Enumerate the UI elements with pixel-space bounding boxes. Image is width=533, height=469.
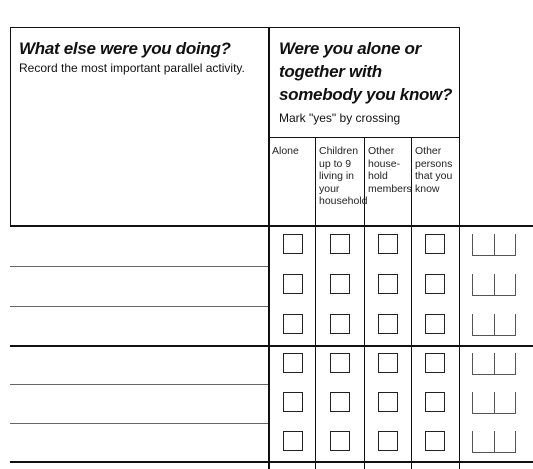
checkbox-alone[interactable]: [283, 431, 303, 451]
column-header-line: household: [319, 195, 368, 207]
code-entry-field[interactable]: [472, 431, 516, 453]
checkbox-alone[interactable]: [283, 392, 303, 412]
activity-subtitle: Record the most important parallel activity.: [19, 61, 245, 75]
column-header-line: Other: [415, 145, 442, 157]
column-header-other-persons: [415, 145, 452, 195]
column-header-household-members: [368, 145, 412, 195]
section-divider: [268, 27, 270, 469]
checkbox-household-members[interactable]: [378, 234, 398, 254]
activity-field-row-6[interactable]: [11, 424, 268, 461]
checkbox-children[interactable]: [330, 431, 350, 451]
column-header-line: up to 9: [319, 157, 352, 170]
activity-field-row-1[interactable]: [11, 227, 268, 266]
column-header-line: hold: [368, 170, 388, 182]
col-divider-1: [315, 137, 316, 469]
column-header-line: persons: [415, 157, 453, 170]
column-header-line: your: [319, 182, 340, 195]
activity-field-row-5[interactable]: [11, 385, 268, 423]
checkbox-other-persons[interactable]: [425, 392, 445, 412]
bottom-rule: [10, 461, 533, 463]
column-header-line: members: [368, 182, 412, 195]
code-entry-field[interactable]: [472, 314, 516, 336]
company-instruction: Mark "yes" by crossing: [279, 111, 401, 125]
checkbox-children[interactable]: [330, 353, 350, 373]
column-header-children: [319, 145, 367, 208]
checkbox-household-members[interactable]: [378, 353, 398, 373]
checkbox-other-persons[interactable]: [425, 353, 445, 373]
checkbox-other-persons[interactable]: [425, 234, 445, 254]
column-header-line: Alone: [272, 145, 299, 157]
checkbox-alone[interactable]: [283, 234, 303, 254]
checkbox-children[interactable]: [330, 234, 350, 254]
checkbox-children[interactable]: [330, 274, 350, 294]
code-entry-field[interactable]: [472, 392, 516, 414]
activity-title: What else were you doing?: [19, 39, 231, 58]
right-border-header: [459, 27, 460, 469]
company-title-line3: somebody you know?: [279, 85, 453, 104]
left-border: [10, 27, 11, 227]
column-header-line: Children: [319, 145, 359, 157]
checkbox-household-members[interactable]: [378, 274, 398, 294]
code-entry-field[interactable]: [472, 234, 516, 256]
checkbox-alone[interactable]: [283, 353, 303, 373]
checkbox-children[interactable]: [330, 392, 350, 412]
checkbox-alone[interactable]: [283, 314, 303, 334]
code-entry-field[interactable]: [472, 274, 516, 296]
column-header-line: that you: [415, 170, 453, 182]
column-header-line: know: [415, 182, 440, 195]
activity-field-row-4[interactable]: [11, 347, 268, 384]
activity-field-row-2[interactable]: [11, 267, 268, 306]
checkbox-other-persons[interactable]: [425, 274, 445, 294]
company-title-line1: Were you alone or: [279, 39, 421, 58]
checkbox-children[interactable]: [330, 314, 350, 334]
checkbox-other-persons[interactable]: [425, 314, 445, 334]
column-header-line: Other: [368, 145, 395, 157]
column-header-line: living in: [319, 170, 355, 182]
checkbox-alone[interactable]: [283, 274, 303, 294]
checkbox-household-members[interactable]: [378, 392, 398, 412]
column-header-alone: [272, 145, 299, 158]
checkbox-other-persons[interactable]: [425, 431, 445, 451]
checkbox-household-members[interactable]: [378, 431, 398, 451]
code-entry-field[interactable]: [472, 353, 516, 375]
top-border: [10, 27, 459, 28]
checkbox-household-members[interactable]: [378, 314, 398, 334]
company-title-line2: together with: [279, 62, 382, 81]
column-header-line: house-: [368, 157, 401, 170]
activity-field-row-3[interactable]: [11, 307, 268, 345]
